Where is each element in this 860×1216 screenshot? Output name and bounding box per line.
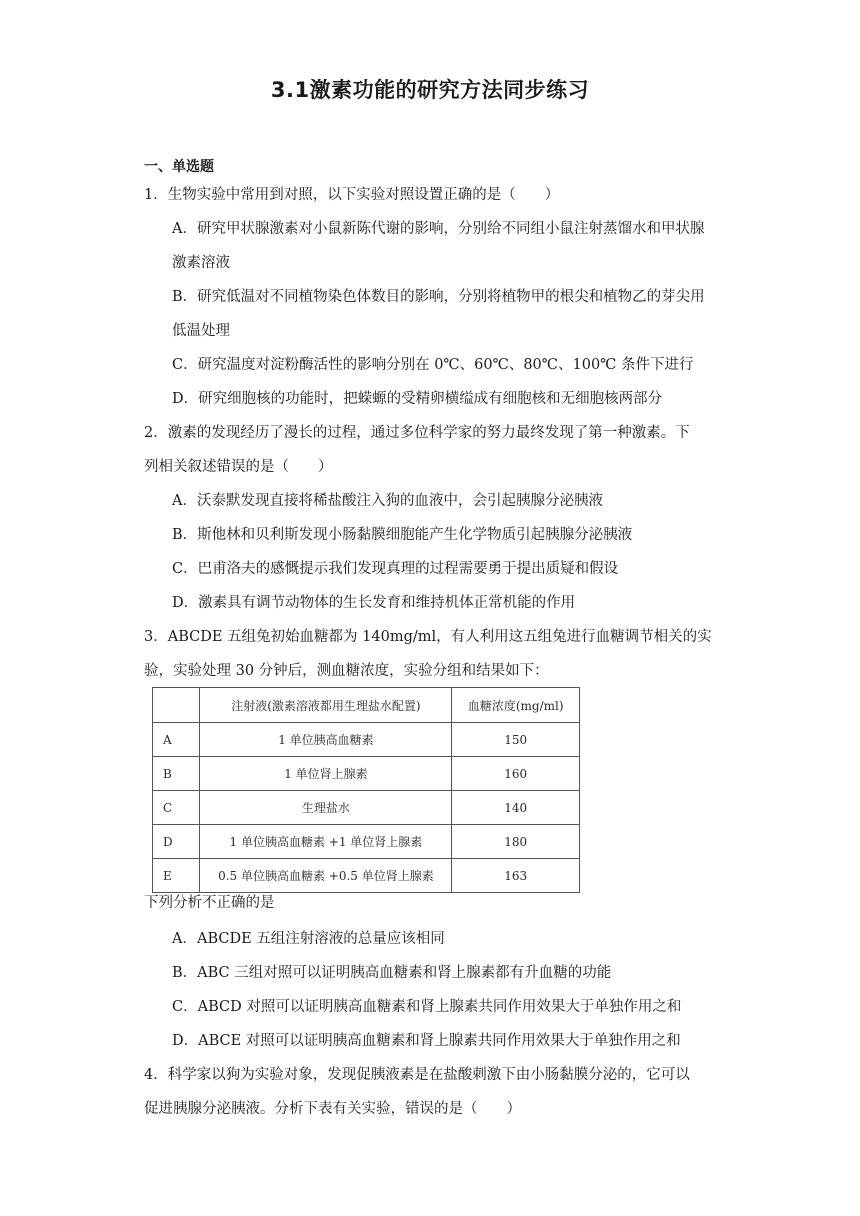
table-header-cell: 注射液(激素溶液都用生理盐水配置) (200, 688, 452, 723)
table-cell-group: B (153, 757, 200, 791)
table-cell-group: E (153, 859, 200, 893)
table-header-row (153, 688, 580, 723)
question-3-stem: 3．ABCDE 五组兔初始血糖都为 140mg/ml，有人利用这五组兔进行血糖调节相关的实 (144, 629, 712, 645)
question-1-option-a: A．研究甲状腺激素对小鼠新陈代谢的影响，分别给不同组小鼠注射蒸馏水和甲状腺 (172, 221, 705, 237)
question-3-prompt: 下列分析不正确的是 (144, 895, 275, 911)
question-1-stem: 1．生物实验中常用到对照，以下实验对照设置正确的是（ ） (144, 187, 560, 203)
table-cell-injection: 生理盐水 (200, 791, 452, 825)
table-header-cell (153, 688, 200, 723)
question-1-option-c: C．研究温度对淀粉酶活性的影响分别在 0℃、60℃、80℃、100℃ 条件下进行 (172, 357, 694, 373)
question-3-option-a: A．ABCDE 五组注射溶液的总量应该相同 (172, 931, 445, 947)
question-2-option-c: C．巴甫洛夫的感慨提示我们发现真理的过程需要勇于提出质疑和假设 (172, 561, 619, 577)
table-cell-injection: 1 单位胰高血糖素 +1 单位肾上腺素 (200, 825, 452, 859)
table-cell-glucose: 150 (452, 723, 580, 757)
question-3-option-b: B．ABC 三组对照可以证明胰高血糖素和肾上腺素都有升血糖的功能 (172, 965, 612, 981)
section-heading: 一、单选题 (144, 159, 214, 175)
table-cell-glucose: 140 (452, 791, 580, 825)
table-row (153, 757, 580, 791)
question-1-option-a-cont: 激素溶液 (172, 255, 230, 271)
question-2-option-a: A．沃泰默发现直接将稀盐酸注入狗的血液中，会引起胰腺分泌胰液 (172, 493, 603, 509)
table-cell-glucose: 180 (452, 825, 580, 859)
table-cell-group: D (153, 825, 200, 859)
question-3-stem-cont: 验，实验处理 30 分钟后，测血糖浓度，实验分组和结果如下： (144, 663, 549, 679)
table-cell-group: C (153, 791, 200, 825)
question-2-stem-cont: 列相关叙述错误的是（ ） (144, 459, 333, 475)
question-3-option-c: C．ABCD 对照可以证明胰高血糖素和肾上腺素共同作用效果大于单独作用之和 (172, 999, 682, 1015)
table-cell-injection: 1 单位胰高血糖素 (200, 723, 452, 757)
question-2-stem: 2．激素的发现经历了漫长的过程，通过多位科学家的努力最终发现了第一种激素。下 (144, 425, 690, 441)
table-cell-glucose: 163 (452, 859, 580, 893)
table-header-cell: 血糖浓度(mg/ml) (452, 688, 580, 723)
table-cell-group: A (153, 723, 200, 757)
question-1-option-b: B．研究低温对不同植物染色体数目的影响，分别将植物甲的根尖和植物乙的芽尖用 (172, 289, 705, 305)
table-cell-glucose: 160 (452, 757, 580, 791)
question-4-stem: 4．科学家以狗为实验对象，发现促胰液素是在盐酸刺激下由小肠黏膜分泌的，它可以 (144, 1067, 690, 1083)
question-3-option-d: D．ABCE 对照可以证明胰高血糖素和肾上腺素共同作用效果大于单独作用之和 (172, 1033, 681, 1049)
table-row (153, 859, 580, 893)
table-cell-injection: 1 单位肾上腺素 (200, 757, 452, 791)
question-4-stem-cont: 促进胰腺分泌胰液。分析下表有关实验，错误的是（ ） (144, 1101, 521, 1117)
page-title: 3.1激素功能的研究方法同步练习 (270, 78, 590, 102)
question-1-option-b-cont: 低温处理 (172, 323, 230, 339)
question-1-option-d: D．研究细胞核的功能时，把蝾螈的受精卵横缢成有细胞核和无细胞核两部分 (172, 391, 663, 407)
table-cell-injection: 0.5 单位胰高血糖素 +0.5 单位肾上腺素 (200, 859, 452, 893)
table-row (153, 723, 580, 757)
experiment-table (152, 687, 580, 893)
question-2-option-d: D．激素具有调节动物体的生长发育和维持机体正常机能的作用 (172, 595, 576, 611)
table-row (153, 791, 580, 825)
question-2-option-b: B．斯他林和贝利斯发现小肠黏膜细胞能产生化学物质引起胰腺分泌胰液 (172, 527, 633, 543)
table-row (153, 825, 580, 859)
